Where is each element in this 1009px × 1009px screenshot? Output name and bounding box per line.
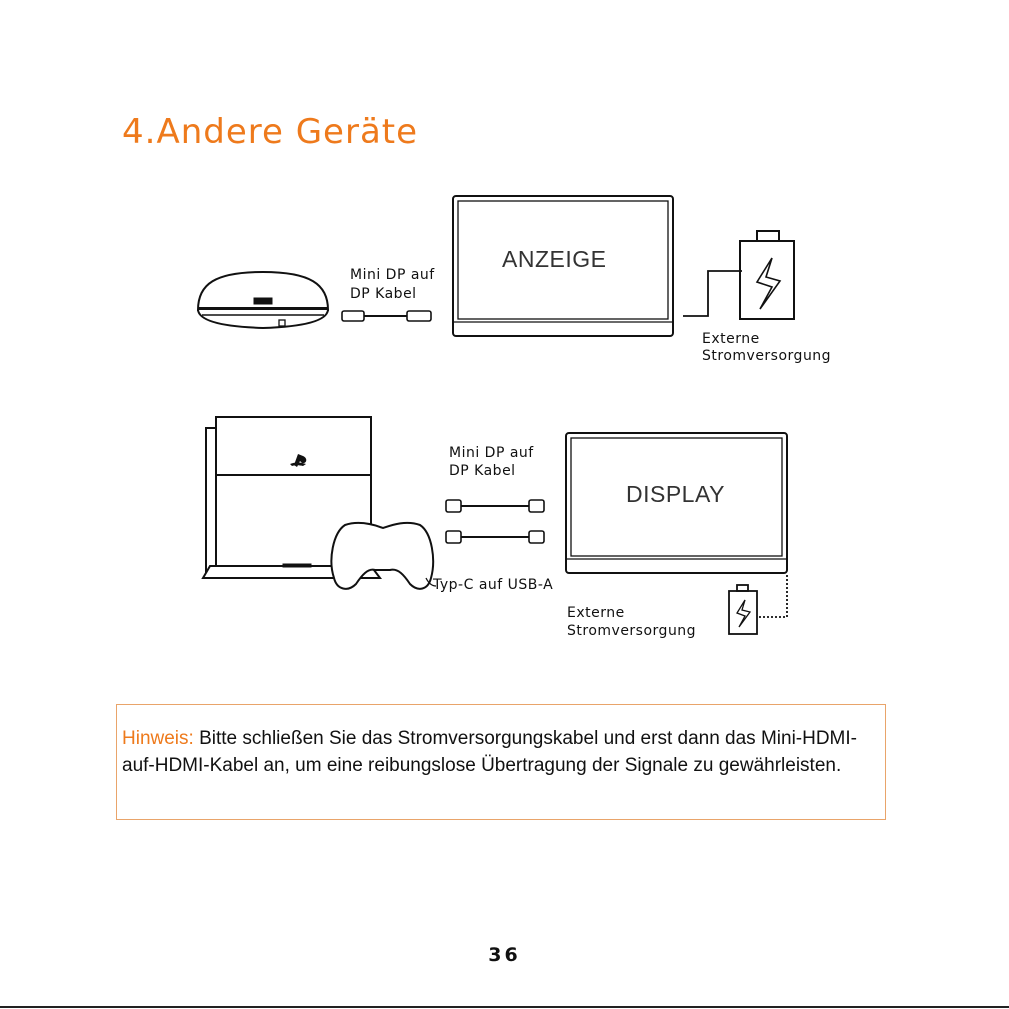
power-cable-2 xyxy=(759,575,787,617)
note-box xyxy=(116,704,886,820)
power-label: Externe xyxy=(567,605,625,621)
cable-label: Mini DP auf xyxy=(350,267,435,283)
battery-icon xyxy=(729,585,757,634)
bottom-rule xyxy=(0,1006,1009,1008)
cable-label: Mini DP auf xyxy=(449,445,534,461)
game-controller-icon xyxy=(331,523,433,589)
cable-label: DP Kabel xyxy=(449,463,516,479)
screen-label: ANZEIGE xyxy=(502,246,607,272)
page-title: 4.Andere Geräte xyxy=(122,112,419,152)
cable-label: DP Kabel xyxy=(350,286,417,302)
page-number: 36 xyxy=(488,944,521,966)
mini-dp-cable xyxy=(342,311,431,321)
power-label: Externe xyxy=(702,331,760,347)
screen-label: DISPLAY xyxy=(626,481,725,507)
usb-cable-label: Typ-C auf USB-A xyxy=(433,577,554,593)
power-cable-1 xyxy=(683,271,742,316)
usb-cable xyxy=(446,531,544,543)
battery-icon xyxy=(740,231,794,319)
power-label: Stromversorgung xyxy=(702,348,832,364)
media-box-device xyxy=(198,272,328,328)
mini-dp-cable-2 xyxy=(446,500,544,512)
note-text: Bitte schließen Sie das Stromversorgungskabel und erst dann das Mini-HDMI-auf-HDMI-Kabel an, um eine reibungslose Übertragung der Signale zu gewährleisten. xyxy=(122,728,857,776)
note-label: Hinweis: xyxy=(122,728,194,749)
power-label: Stromversorgung xyxy=(567,623,697,639)
